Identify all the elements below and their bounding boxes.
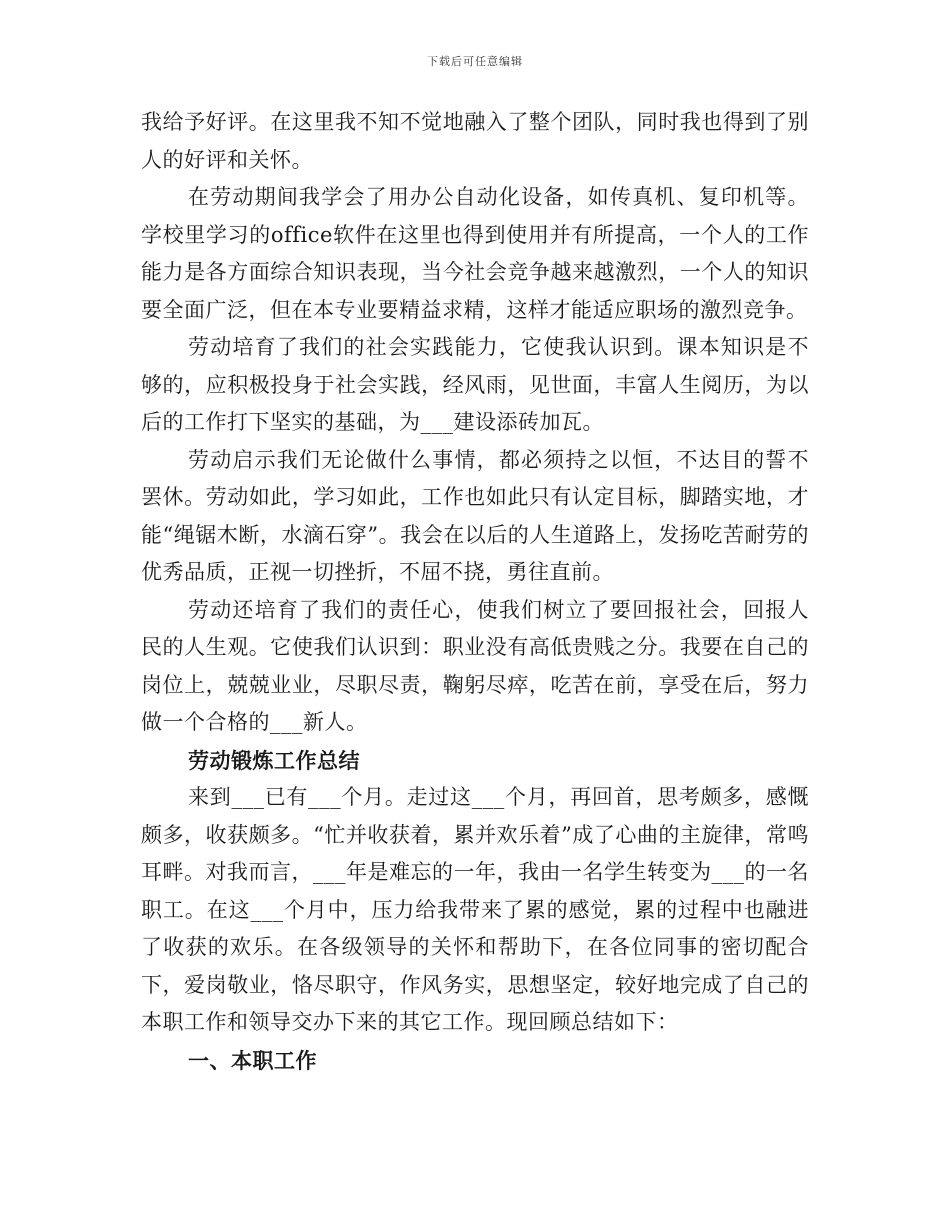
paragraph-office-skills: 在劳动期间我学会了用办公自动化设备，如传真机、复印机等。学校里学习的office软件在这里也得到使用并有所提高，一个人的工作能力是各方面综合知识表现，当今社会竞争越来越激烈，一个人的知识要全面广泛，但在本专业要精益求精，这样才能适应职场的激烈竞争。 [141, 185, 809, 322]
paragraph-continuation: 我给予好评。在这里我不知不觉地融入了整个团队，同时我也得到了别人的好评和关怀。 [141, 110, 809, 172]
subsection-heading: 一、本职工作 [188, 1047, 317, 1073]
paragraph-perseverance: 劳动启示我们无论做什么事情，都必须持之以恒，不达目的誓不罢休。劳动如此，学习如此，工作也如此只有认定目标，脚踏实地，才能“绳锯木断，水滴石穿”。我会在以后的人生道路上，发扬吃苦耐劳的优秀品质，正视一切挫折，不屈不挠，勇往直前。 [141, 447, 809, 584]
page-header-note: 下载后可任意编辑 [427, 55, 523, 68]
paragraph-social-practice: 劳动培育了我们的社会实践能力，它使我认识到。课本知识是不够的，应积极投身于社会实践，经风雨，见世面，丰富人生阅历，为以后的工作打下坚实的基础，为___建设添砖加瓦。 [141, 335, 809, 434]
section-title: 劳动锻炼工作总结 [188, 747, 360, 773]
paragraph-responsibility: 劳动还培育了我们的责任心，使我们树立了要回报社会，回报人民的人生观。它使我们认识到：职业没有高低贵贱之分。我要在自己的岗位上，兢兢业业，尽职尽责，鞠躬尽瘁，吃苦在前，享受在后，努力做一个合格的___新人。 [141, 597, 809, 734]
paragraph-summary-intro: 来到___已有___个月。走过这___个月，再回首，思考颇多，感慨颇多，收获颇多。“忙并收获着，累并欢乐着”成了心曲的主旋律，常鸣耳畔。对我而言，___年是难忘的一年，我由一名学生转变为___的一名职工。在这___个月中，压力给我带来了累的感觉，累的过程中也融进了收获的欢乐。在各级领导的关怀和帮助下，在各位同事的密切配合下，爱岗敬业，恪尽职守，作风务实，思想坚定，较好地完成了自己的本职工作和领导交办下来的其它工作。现回顾总结如下： [141, 785, 809, 1034]
document-body [141, 104, 809, 1079]
